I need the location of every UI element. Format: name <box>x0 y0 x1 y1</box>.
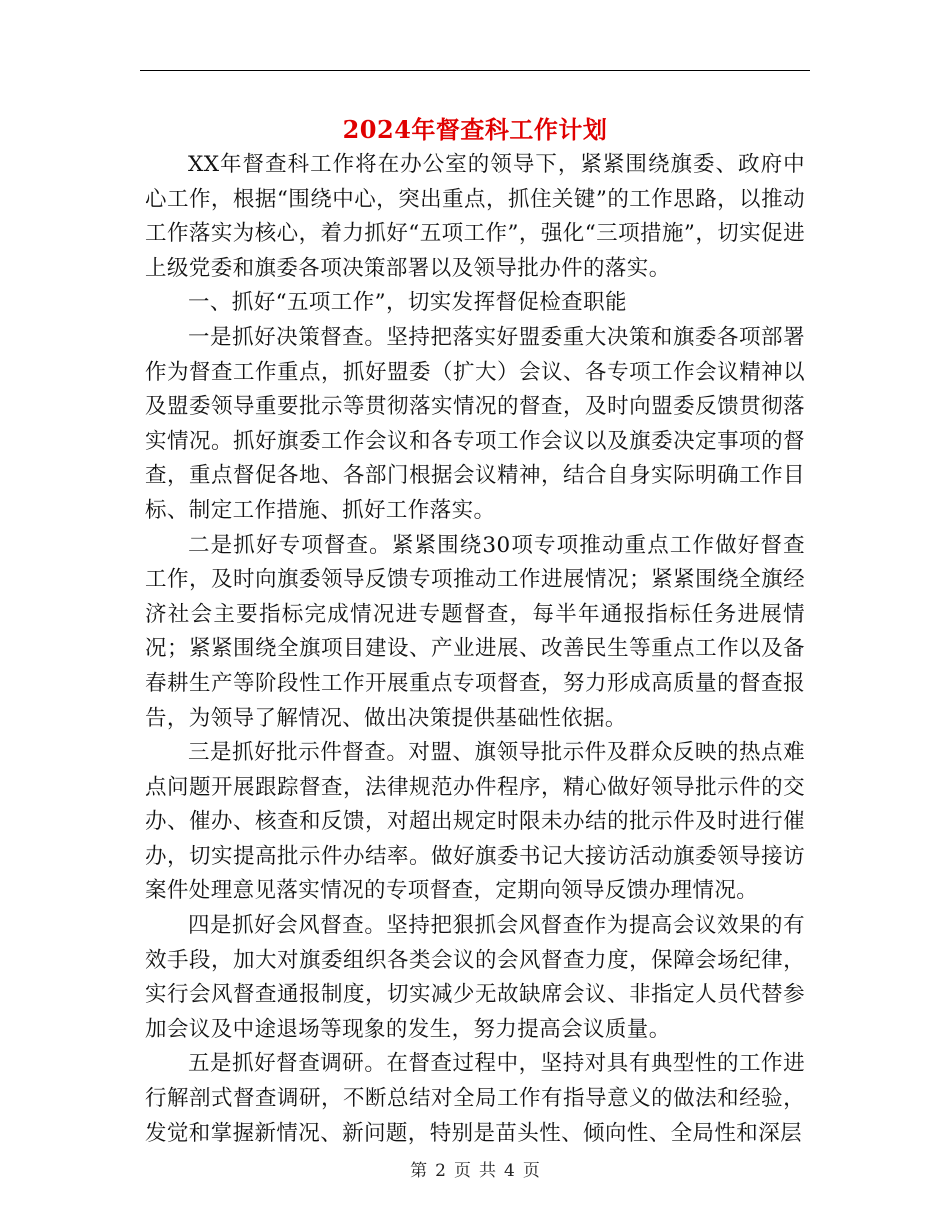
section-heading-1: 一、抓好“五项工作”，切实发挥督促检查职能 <box>188 290 627 316</box>
paragraph-meeting-supervision: 四是抓好会风督查。坚持把狠抓会风督查作为提高会议效果的有效手段，加大对旗委组织各类会议的会风督查力度，保障会场纪律，实行会风督查通报制度，切实减少无故缺席会议、非指定人员代替参加会议及中途退场等现象的发生，努力提高会议质量。 <box>145 913 805 1042</box>
footer-total-unit: 页 <box>522 1161 540 1181</box>
footer-page-unit: 页 <box>454 1161 471 1181</box>
paragraph-research-supervision: 五是抓好督查调研。在督查过程中，坚持对具有典型性的工作进行解剖式督查调研，不断总结对全局工作有指导意义的做法和经验，发觉和掌握新情况、新问题，特别是苗头性、倾向性、全局性和深层 <box>145 1051 805 1146</box>
paragraph-decision-supervision: 一是抓好决策督查。坚持把落实好盟委重大决策和旗委各项部署作为督查工作重点，抓好盟委（扩大）会议、各专项工作会议精神以及盟委领导重要批示等贯彻落实情况的督查，及时向盟委反馈贯彻落实情况。抓好旗委工作会议和各专项工作会议以及旗委决定事项的督查，重点督促各地、各部门根据会议精神，结合自身实际明确工作目标、制定工作措施、抓好工作落实。 <box>145 324 805 523</box>
document-body <box>145 148 805 1151</box>
footer-total-label: 共 <box>479 1161 496 1181</box>
footer-total-pages: 4 <box>504 1161 515 1181</box>
paragraph-intro: XX年督查科工作将在办公室的领导下，紧紧围绕旗委、政府中心工作，根据“围绕中心，突出重点，抓住关键”的工作思路，以推动工作落实为核心，着力抓好“五项工作”，强化“三项措施”，切实促进上级党委和旗委各项决策部署以及领导批办件的落实。 <box>145 152 805 281</box>
paragraph-special-supervision: 二是抓好专项督查。紧紧围绕30项专项推动重点工作做好督查工作，及时向旗委领导反馈专项推动工作进展情况；紧紧围绕全旗经济社会主要指标完成情况进专题督查，每半年通报指标任务进展情况；紧紧围绕全旗项目建设、产业进展、改善民生等重点工作以及备春耕生产等阶段性工作开展重点专项督查，努力形成高质量的督查报告，为领导了解情况、做出决策提供基础性依据。 <box>145 532 805 731</box>
document-title: 2024年督查科工作计划 <box>342 115 608 144</box>
header-rule <box>140 70 810 71</box>
footer-page-label: 第 <box>410 1161 428 1181</box>
paragraph-instruction-supervision: 三是抓好批示件督查。对盟、旗领导批示件及群众反映的热点难点问题开展跟踪督查，法律规范办件程序，精心做好领导批示件的交办、催办、核查和反馈，对超出规定时限未办结的批示件及时进行催办，切实提高批示件办结率。做好旗委书记大接访活动旗委领导接访案件处理意见落实情况的专项督查，定期向领导反馈办理情况。 <box>145 740 805 904</box>
footer-current-page: 2 <box>435 1161 446 1181</box>
page-footer <box>0 1156 950 1181</box>
